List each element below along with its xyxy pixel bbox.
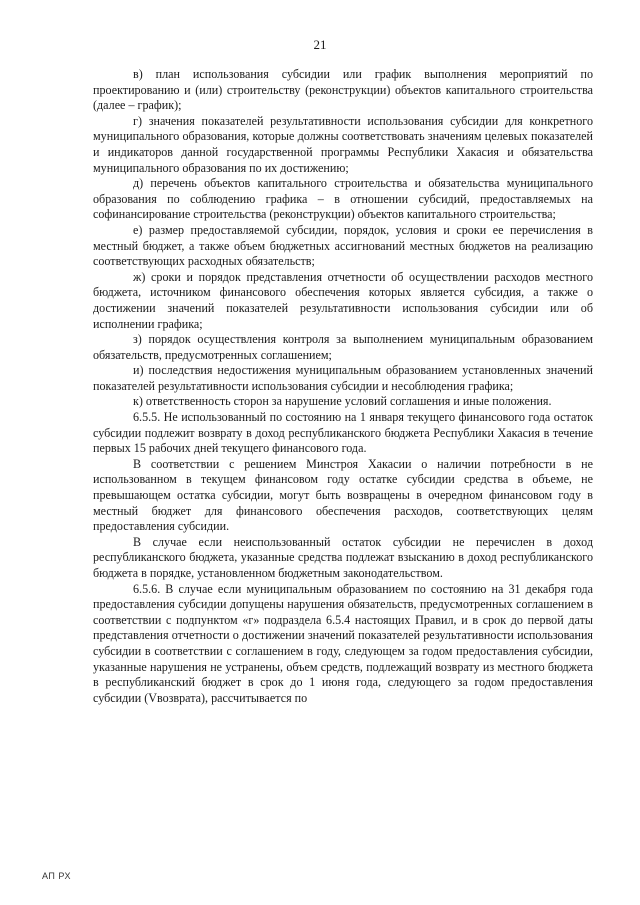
paragraph-subitem-d: д) перечень объектов капитального строительства и обязательства муниципального образования по соблюдению графика – в отношении субсидий, предоставляемых на софинансирование строительства (реконструкции) объектов капитального строительства; [93,176,593,222]
paragraph-subitem-v: в) план использования субсидии или график выполнения мероприятий по проектированию и (или) строительству (реконструкции) объектов капитального строительства (далее – график); [93,67,593,113]
page-number: 21 [313,37,327,52]
paragraph-subitem-e: е) размер предоставляемой субсидии, порядок, условия и сроки ее перечисления в местный бюджет, а также объем бюджетных ассигнований местных бюджетов на реализацию соответствующих расходных обязательств; [93,222,593,269]
paragraph-subitem-i: и) последствия недостижения муниципальным образованием установленных значений показателей результативности использования субсидии и несоблюдения графика; [93,363,593,393]
paragraph-subitem-zh: ж) сроки и порядок представления отчетности об осуществлении расходов местного бюджета, источником финансового обеспечения которых является субсидия, а также о достижении значений показателей результативности использования субсидии или об исполнении графика; [93,269,593,331]
paragraph-minstroy-decision: В соответствии с решением Минстроя Хакасии о наличии потребности в не использованном в текущем финансовом году остатке субсидии средства в объеме, не превышающем остатка субсидии, могут быть возвращены в очередном финансовом году в местный бюджет для финансового обеспечения расходов, соответствующих целям предоставления субсидии. [93,456,593,534]
document-body [93,67,593,706]
paragraph-6-5-6: 6.5.6. В случае если муниципальным образованием по состоянию на 31 декабря года предоставления субсидии допущены нарушения обязательств, предусмотренных соглашением в соответствии с подпунктом «г» подраздела 6.5.4 настоящих Правил, и в срок до первой даты представления отчетности о достижении значений показателей результативности использования субсидии в соответствии с соглашением в году, следующем за годом предоставления субсидии, указанные нарушения не устранены, объем средств, подлежащий возврату из местного бюджета в республиканский бюджет в срок до 1 июня года, следующего за годом предоставления субсидии (Vвозврата), рассчитывается по [93,581,593,705]
paragraph-recovery: В случае если неиспользованный остаток субсидии не перечислен в доход республиканского бюджета, указанные средства подлежат взысканию в доход республиканского бюджета в порядке, установленном бюджетным законодательством. [93,534,593,580]
paragraph-6-5-5: 6.5.5. Не использованный по состоянию на 1 января текущего финансового года остаток субсидии подлежит возврату в доход республиканского бюджета Республики Хакасия в течение первых 15 рабочих дней текущего финансового года. [93,410,593,456]
footer-mark: АП РХ [42,871,71,881]
paragraph-subitem-g: г) значения показателей результативности использования субсидии для конкретного муниципального образования, которые должны соответствовать значениям целевых показателей и индикаторов данной государственной программы Республики Хакасия и обязательства муниципального образования по их достижению; [93,113,593,175]
paragraph-subitem-k: к) ответственность сторон за нарушение условий соглашения и иные положения. [133,394,552,409]
paragraph-subitem-z: з) порядок осуществления контроля за выполнением муниципальным образованием обязательств, предусмотренных соглашением; [93,332,593,362]
